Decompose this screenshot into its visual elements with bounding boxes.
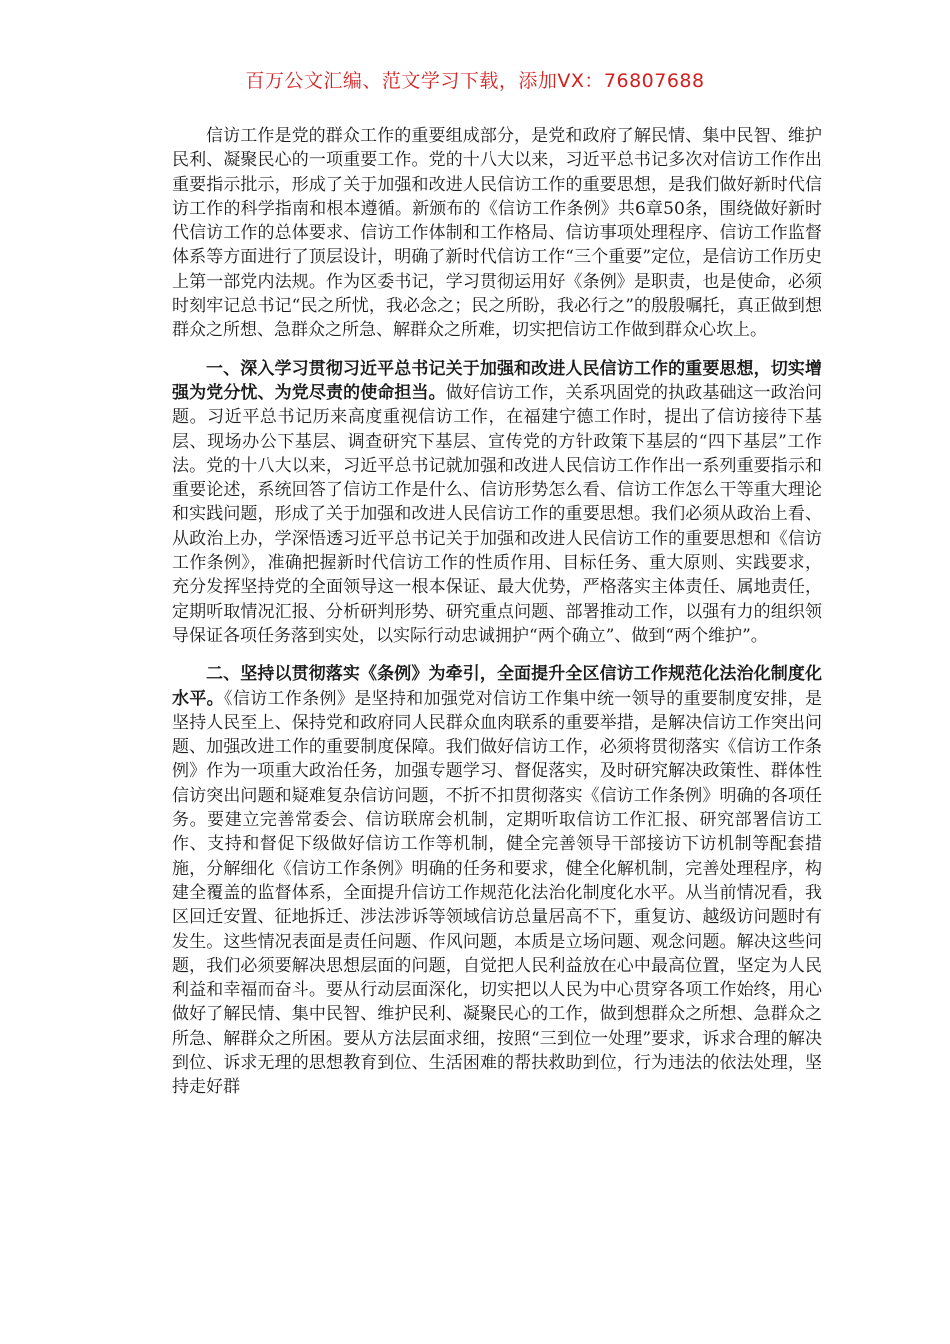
section-one-text: 做好信访工作，关系巩固党的执政基础这一政治问题。习近平总书记历来高度重视信访工作，在福建宁德工作时，提出了信访接待下基层、现场办公下基层、调查研究下基层、宣传党的方针政策下基层的“四下基层”工作法。党的十八大以来，习近平总书记就加强和改进人民信访工作作出一系列重要指示和重要论述，系统回答了信访工作是什么、信访形势怎么看、信访工作怎么干等重大理论和实践问题，形成了关于加强和改进人民信访工作的重要思想。我们必须从政治上看、从政治上办，学深悟透习近平总书记关于加强和改进人民信访工作的重要思想和《信访工作条例》，准确把握新时代信访工作的性质作用、目标任务、重大原则、实践要求，充分发挥坚持党的全面领导这一根本保证、最大优势，严格落实主体责任、属地责任，定期听取情况汇报、分析研判形势、研究重点问题、部署推动工作，以强有力的组织领导保证各项任务落到实处，以实际行动忠诚拥护“两个确立”、做到“两个维护”。 <box>172 382 823 646</box>
section-one-paragraph <box>172 357 822 649</box>
section-one-heading: 一、深入学习贯彻习近平总书记关于加强和改进人民信访工作的重要思想，切实增强为党分忧、为党尽责的使命担当。 <box>172 358 822 403</box>
document-body <box>172 124 822 1114</box>
section-two-text: 《信访工作条例》是坚持和加强党对信访工作集中统一领导的重要制度安排，是坚持人民至上、保持党和政府同人民群众血肉联系的重要举措，是解决信访工作突出问题、加强改进工作的重要制度保障。我们做好信访工作，必须将贯彻落实《信访工作条例》作为一项重大政治任务，加强专题学习、督促落实，及时研究解决政策性、群体性信访突出问题和疑难复杂信访问题，不折不扣贯彻落实《信访工作条例》明确的各项任务。要建立完善常委会、信访联席会机制，定期听取信访工作汇报、研究部署信访工作、支持和督促下级做好信访工作等机制，健全完善领导干部接访下访机制等配套措施，分解细化《信访工作条例》明确的任务和要求，健全化解机制，完善处理程序，构建全覆盖的监督体系，全面提升信访工作规范化法治化制度化水平。从当前情况看，我区回迁安置、征地拆迁、涉法涉诉等领域信访总量居高不下，重复访、越级访问题时有发生。这些情况表面是责任问题、作风问题，本质是立场问题、观念问题。解决这些问题，我们必须要解决思想层面的问题，自觉把人民利益放在心中最高位置，坚定为人民利益和幸福而奋斗。要从行动层面深化，切实把以人民为中心贯穿各项工作始终，用心做好了解民情、集中民智、维护民利、凝聚民心的工作，做到想群众之所想、急群众之所急、解群众之所困。要从方法层面求细，按照“三到位一处理”要求，诉求合理的解决到位、诉求无理的思想教育到位、生活困难的帮扶救助到位，行为违法的依法处理，坚持走好群 <box>172 688 823 1098</box>
page-header-watermark: 百万公文汇编、范文学习下载，添加VX：76807688 <box>245 70 705 92</box>
intro-paragraph <box>172 124 822 343</box>
section-two-heading: 二、坚持以贯彻落实《条例》为牵引，全面提升全区信访工作规范化法治化制度化水平。 <box>172 664 822 709</box>
intro-paragraph-text: 信访工作是党的群众工作的重要组成部分，是党和政府了解民情、集中民智、维护民利、凝聚民心的一项重要工作。党的十八大以来，习近平总书记多次对信访工作作出重要指示批示，形成了关于加强和改进人民信访工作的重要思想，是我们做好新时代信访工作的科学指南和根本遵循。新颁布的《信访工作条例》共6章50条，围绕做好新时代信访工作的总体要求、信访工作体制和工作格局、信访事项处理程序、信访工作监督体系等方面进行了顶层设计，明确了新时代信访工作“三个重要”定位，是信访工作历史上第一部党内法规。作为区委书记，学习贯彻运用好《条例》是职责，也是使命，必须时刻牢记总书记“民之所忧，我必念之；民之所盼，我必行之”的殷殷嘱托，真正做到想群众之所想、急群众之所急、解群众之所难，切实把信访工作做到群众心坎上。 <box>172 126 822 341</box>
section-two-paragraph <box>172 662 822 1099</box>
